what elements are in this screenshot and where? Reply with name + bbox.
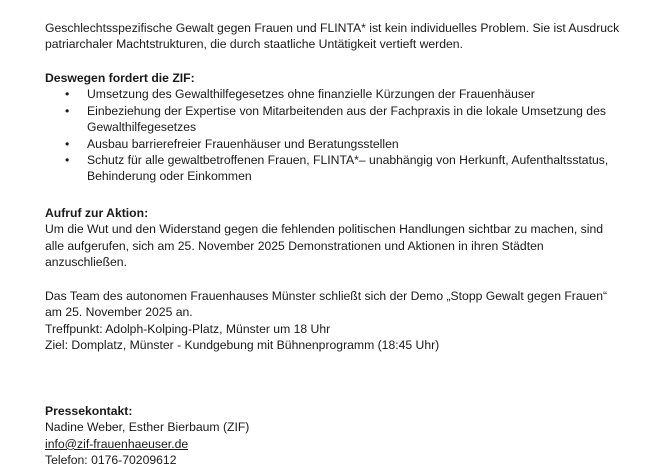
bullet-icon: •	[65, 136, 70, 151]
demand-text-continued: Behinderung oder Einkommen	[87, 169, 252, 184]
press-email-link[interactable]: info@zif-frauenhaeuser.de	[45, 436, 189, 451]
demand-text: Umsetzung des Gewalthilfegesetzes ohne finanzielle Kürzungen der Frauenhäuser	[87, 87, 535, 102]
demands-list	[45, 86, 625, 184]
action-line-1: Um die Wut und den Widerstand gegen die fehlenden politischen Handlungen sichtbar zu machen, sind	[45, 222, 604, 237]
demand-item	[45, 86, 625, 102]
destination: Ziel: Domplatz, Münster - Kundgebung mit Bühnenprogramm (18:45 Uhr)	[45, 338, 440, 353]
event-section	[45, 288, 625, 354]
bullet-icon: •	[65, 153, 70, 168]
press-heading: Pressekontakt:	[45, 404, 133, 418]
action-section	[45, 205, 625, 271]
meeting-point: Treffpunkt: Adolph-Kolping-Platz, Münster um 18 Uhr	[45, 321, 331, 336]
event-line-2: am 25. November 2025 an.	[45, 305, 193, 320]
demands-section	[45, 70, 625, 185]
intro-paragraph	[45, 20, 625, 53]
demand-item	[45, 136, 625, 152]
bullet-icon: •	[65, 87, 70, 102]
intro-line-1: Geschlechtsspezifische Gewalt gegen Frauen und FLINTA* ist kein individuelles Problem. Sie ist Ausdruck	[45, 21, 620, 35]
demands-heading: Deswegen fordert die ZIF:	[45, 71, 195, 85]
press-section	[45, 403, 625, 469]
demand-text-continued: Gewalthilfegesetzes	[87, 120, 197, 135]
intro-line-2: patriarchaler Machtstrukturen, die durch staatliche Untätigkeit vertieft werden.	[45, 37, 463, 52]
action-line-2: alle aufgerufen, sich am 25. November 2025 Demonstrationen und Aktionen in ihren Städten	[45, 238, 544, 253]
demand-item	[45, 103, 625, 136]
action-heading: Aufruf zur Aktion:	[45, 206, 149, 220]
demand-text: Schutz für alle gewaltbetroffenen Frauen, FLINTA*– unabhängig von Herkunft, Aufenthaltsstatus,	[87, 153, 609, 168]
demand-item	[45, 152, 625, 185]
bullet-icon: •	[65, 103, 70, 118]
action-line-3: anzuschließen.	[45, 255, 127, 270]
demand-text: Ausbau barrierefreier Frauenhäuser und Beratungsstellen	[87, 136, 399, 151]
press-names: Nadine Weber, Esther Bierbaum (ZIF)	[45, 420, 250, 435]
press-phone: Telefon: 0176-70209612	[45, 453, 177, 468]
event-line-1: Das Team des autonomen Frauenhauses Münster schließt sich der Demo „Stopp Gewalt gegen Frauen“	[45, 289, 608, 303]
demand-text: Einbeziehung der Expertise von Mitarbeitenden aus der Fachpraxis in die lokale Umsetzung des	[87, 103, 606, 118]
